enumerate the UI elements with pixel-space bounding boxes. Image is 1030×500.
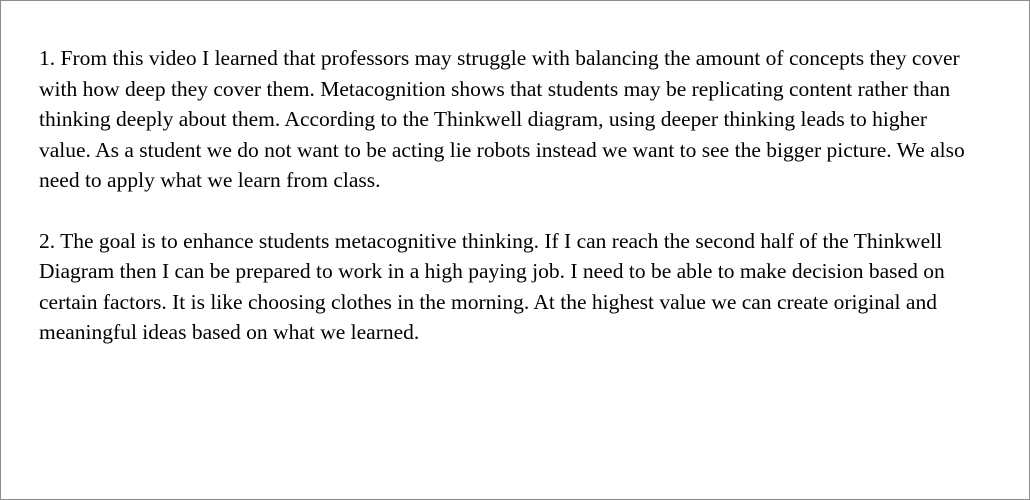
paragraph-2: 2. The goal is to enhance students metacognitive thinking. If I can reach the second half of the Thinkwell Diagram then I can be prepared to work in a high paying job. I need to be able to make decision based on certain factors. It is like choosing clothes in the morning. At the highest value we can create original and meaningful ideas based on what we learned.: [39, 228, 945, 344]
paragraph-1: 1. From this video I learned that professors may struggle with balancing the amount of concepts they cover with how deep they cover them. Metacognition shows that students may be replicating content rather than thinking deeply about them. According to the Thinkwell diagram, using deeper thinking leads to higher value. As a student we do not want to be acting lie robots instead we want to see the bigger picture. We also need to apply what we learn from class.: [39, 46, 965, 192]
document-body: [39, 43, 983, 348]
